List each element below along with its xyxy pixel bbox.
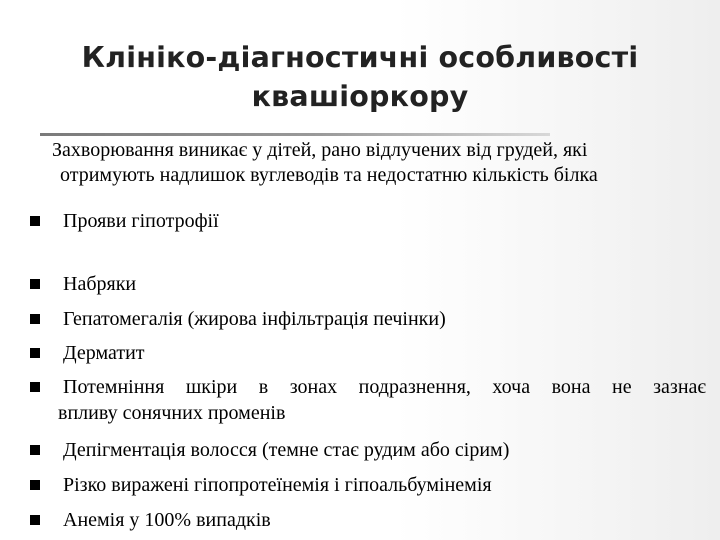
square-bullet-icon <box>30 348 40 358</box>
bullet-item-depigmentation <box>0 437 720 463</box>
bullet-item-hypoproteinemia <box>0 472 720 498</box>
bullet-text: Гепатомегалія (жирова інфільтрація печінки) <box>63 308 446 330</box>
slide-title-line-1: Клініко-діагностичні особливості <box>81 41 639 74</box>
bullet-item-hypotrophy <box>0 208 720 234</box>
intro-line-2: отримують надлишок вуглеводів та недостатню кількість білка <box>60 164 598 186</box>
bullet-item-hepatomegaly <box>0 306 720 332</box>
square-bullet-icon <box>30 382 40 392</box>
bullet-text-continuation: впливу сонячних променів <box>58 402 286 424</box>
bullet-item-skin-darkening-continuation <box>0 400 720 426</box>
bullet-text: Набряки <box>63 273 137 295</box>
bullet-item-edema <box>0 271 720 297</box>
bullet-text: Різко виражені гіпопротеїнемія і гіпоальбумінемія <box>63 474 492 496</box>
bullet-text: Потемніння шкіри в зонах подразнення, хоча вона не зазнає <box>63 376 706 398</box>
bullet-item-dermatitis <box>0 340 720 366</box>
bullet-text: Анемія у 100% випадків <box>63 509 271 531</box>
bullet-text: Дерматит <box>63 342 145 364</box>
square-bullet-icon <box>30 216 40 226</box>
bullet-item-anemia <box>0 507 720 533</box>
bullet-item-skin-darkening <box>0 374 720 400</box>
slide-title-line-2: квашіоркору <box>251 80 469 113</box>
square-bullet-icon <box>30 314 40 324</box>
bullet-text: Прояви гіпотрофії <box>63 210 219 232</box>
square-bullet-icon <box>30 445 40 455</box>
square-bullet-icon <box>30 515 40 525</box>
bullet-text: Депігментація волосся (темне стає рудим або сірим) <box>63 439 510 461</box>
intro-line-1: Захворювання виникає у дітей, рано відлучених від грудей, які <box>52 139 588 161</box>
square-bullet-icon <box>30 279 40 289</box>
square-bullet-icon <box>30 480 40 490</box>
